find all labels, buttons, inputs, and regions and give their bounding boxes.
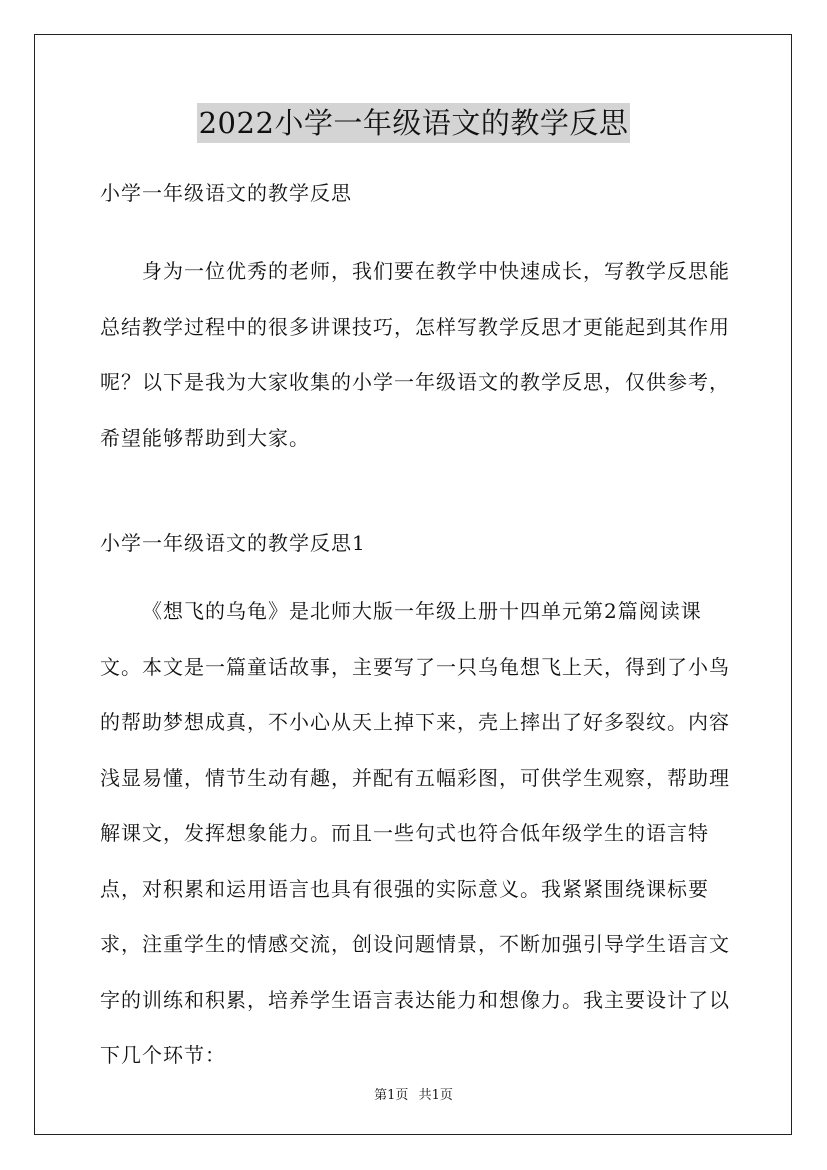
section1-paragraph-text: 《想飞的乌龟》是北师大版一年级上册十四单元第2篇阅读课文。本文是一篇童话故事，主要写了一只乌龟想飞上天，得到了小鸟的帮助梦想成真，不小心从天上掉下来，壳上摔出了好多裂纹。内容浅显易懂，情节生动有趣，并配有五幅彩图，可供学生观察，帮助理解课文，发挥想象能力。而且一些句式也符合低年级学生的语言特点，对积累和运用语言也具有很强的实际意义。我紧紧围绕课标要求，注重学生的情感交流，创设问题情景，不断加强引导学生语言文字的训练和积累，培养学生语言表达能力和想像力。我主要设计了以下几个环节： xyxy=(100,599,730,1067)
document-title: 2022小学一年级语文的教学反思 xyxy=(197,103,631,143)
section1-heading: 小学一年级语文的教学反思1 xyxy=(100,531,366,555)
intro-paragraph xyxy=(100,244,740,466)
title-container xyxy=(0,103,827,143)
page-number-current: 第1页 xyxy=(374,1088,409,1103)
document-body xyxy=(100,172,740,1084)
document-subtitle: 小学一年级语文的教学反思 xyxy=(100,181,352,205)
section1-paragraph xyxy=(100,584,740,1084)
intro-paragraph-text: 身为一位优秀的老师，我们要在教学中快速成长，写教学反思能总结教学过程中的很多讲课技巧，怎样写教学反思才更能起到其作用呢？以下是我为大家收集的小学一年级语文的教学反思，仅供参考，希望能够帮助到大家。 xyxy=(100,259,730,450)
page-footer xyxy=(0,1084,827,1103)
page-number-total: 共1页 xyxy=(418,1088,453,1103)
